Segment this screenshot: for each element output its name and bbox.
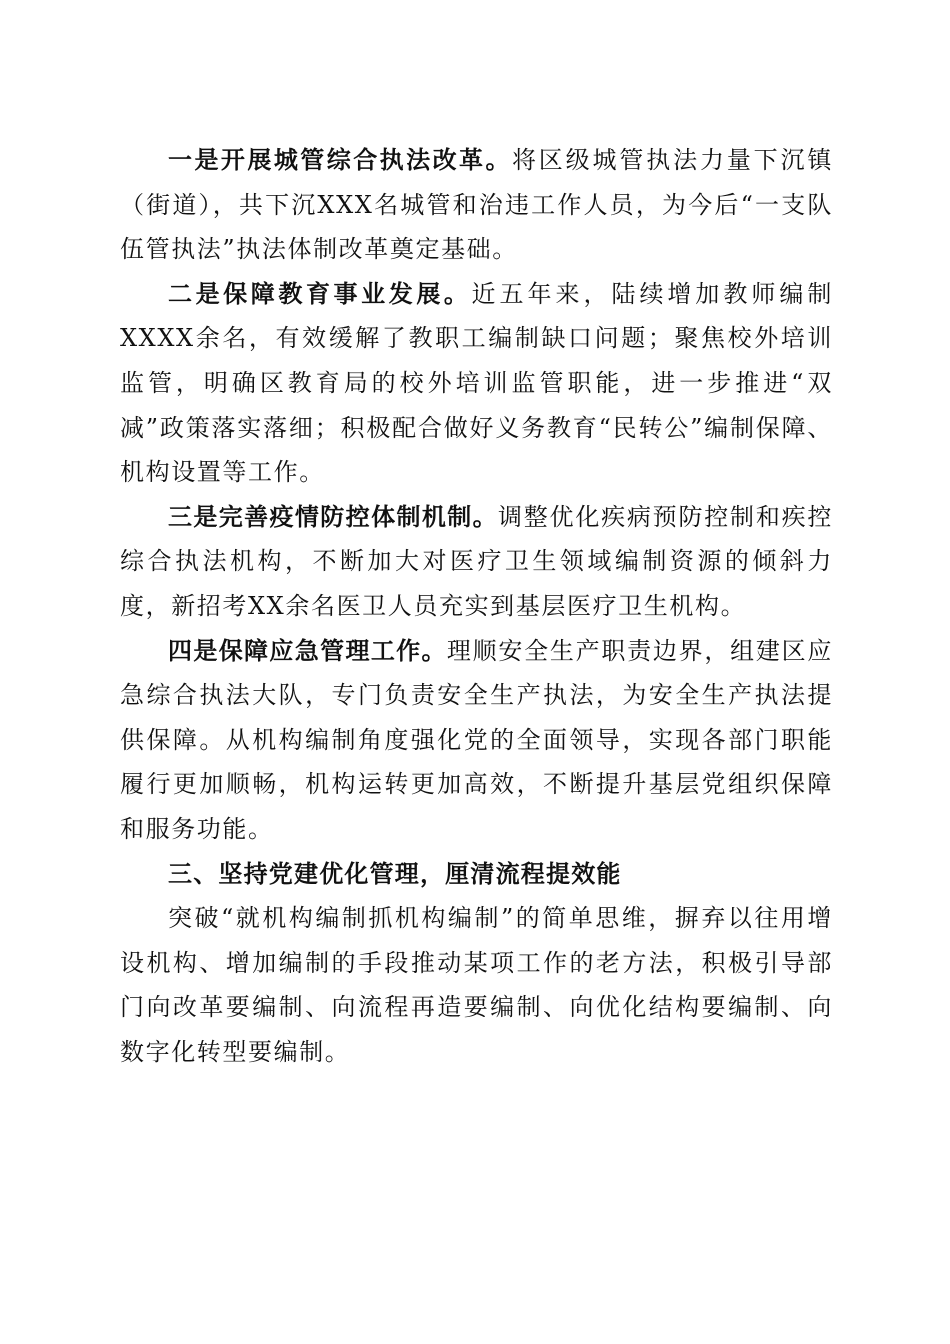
paragraph-emergency [120, 629, 833, 852]
paragraph-text: 理顺安全生产职责边界，组建区应急综合执法大队，专门负责安全生产执法，为安全生产执法提供保障。从机构编制角度强化党的全面领导，实现各部门职能履行更加顺畅，机构运转更加高效，不断提升基层党组织保障和服务功能。 [120, 636, 833, 843]
paragraph-urban-enforcement [120, 138, 833, 272]
section-body-paragraph: 突破“就机构编制抓机构编制”的简单思维，摒弃以往用增设机构、增加编制的手段推动某项工作的老方法，积极引导部门向改革要编制、向流程再造要编制、向优化结构要编制、向数字化转型要编制。 [120, 904, 833, 1066]
paragraph-text: 近五年来，陆续增加教师编制XXXX余名，有效缓解了教职工编制缺口问题；聚焦校外培训监管，明确区教育局的校外培训监管职能，进一步推进“双减”政策落实落细；积极配合做好义务教育“民转公”编制保障、机构设置等工作。 [120, 279, 833, 487]
paragraph-lead: 一是开展城管综合执法改革。 [168, 146, 512, 174]
section-heading: 三、坚持党建优化管理，厘清流程提效能 [168, 859, 622, 888]
paragraph-text: 调整优化疾病预防控制和疾控综合执法机构，不断加大对医疗卫生领域编制资源的倾斜力度，新招考XX余名医卫人员充实到基层医疗卫生机构。 [120, 502, 833, 620]
paragraph-lead: 三是完善疫情防控体制机制。 [168, 502, 498, 531]
paragraph-epidemic [120, 495, 833, 629]
document-body [120, 138, 833, 1074]
paragraph-lead: 四是保障应急管理工作。 [168, 636, 447, 665]
paragraph-text: 将区级城管执法力量下沉镇（街道），共下沉XXX名城管和治违工作人员，为今后“一支队伍管执法”执法体制改革奠定基础。 [120, 146, 833, 264]
paragraph-education [120, 272, 833, 495]
paragraph-lead: 二是保障教育事业发展。 [168, 279, 472, 308]
